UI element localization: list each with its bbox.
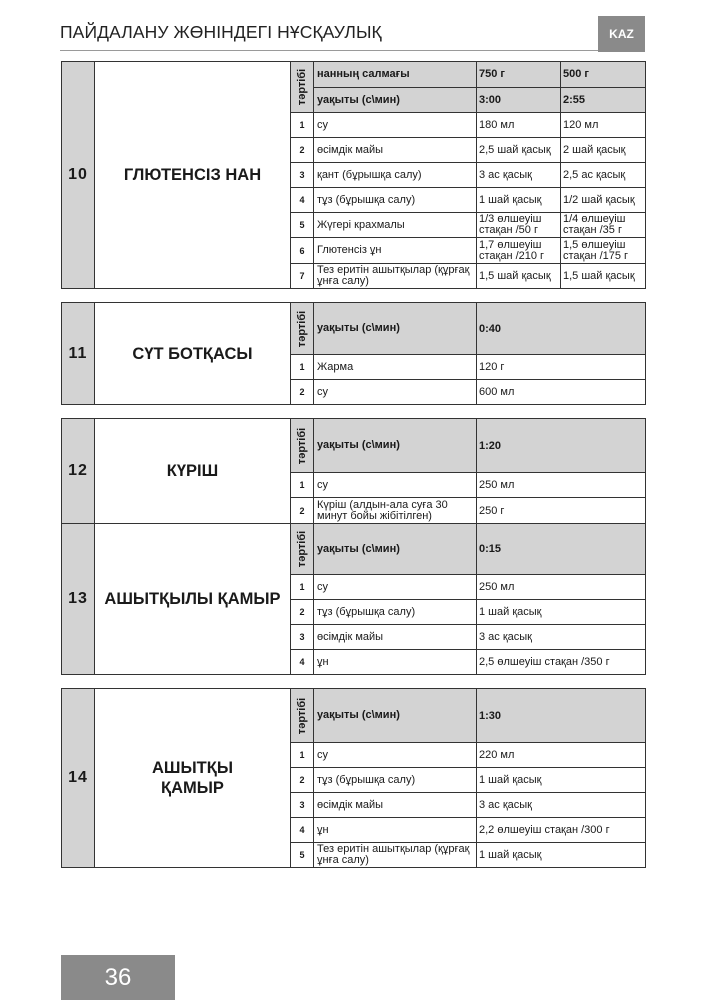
- table-row: 1 су 220 мл: [291, 742, 645, 767]
- table-head-row: [291, 62, 645, 87]
- table-row: 5 Жүгері крахмалы 1/3 өлшеуіш стақан /50 г 1/4 өлшеуіш стақан /35 г: [291, 212, 645, 237]
- table-row: 2 тұз (бұрышқа салу) 1 шай қасық: [291, 767, 645, 792]
- recipe-name: ГЛЮТЕНСІЗ НАН: [95, 62, 291, 288]
- order-column-header: тәртібі: [291, 689, 314, 742]
- table-head-row: [314, 689, 645, 742]
- recipe-name: АШЫТҚЫЛЫ ҚАМЫР: [95, 524, 291, 674]
- recipe-table-14: [61, 688, 646, 868]
- page-title: ПАЙДАЛАНУ ЖӨНІНДЕГІ НҰСҚАУЛЫҚ: [60, 22, 382, 42]
- table-row: 1 су 250 мл: [291, 574, 645, 599]
- table-row: 5 Тез еритін ашытқылар (құрғақ ұнға салу) 1 шай қасық: [291, 842, 645, 867]
- recipe-name: АШЫТҚЫ ҚАМЫР: [95, 689, 291, 867]
- table-row: 1 су 180 мл 120 мл: [291, 112, 645, 137]
- time-b: 2:55: [563, 93, 586, 106]
- table-head-row: [314, 419, 645, 472]
- time-label: уақыты (с\мин): [314, 88, 477, 112]
- recipe-table-11: [61, 302, 646, 405]
- language-badge: KAZ: [598, 16, 645, 52]
- recipe-number: 10: [62, 62, 95, 288]
- table-row: 4 ұн 2,5 өлшеуіш стақан /350 г: [291, 649, 645, 674]
- table-head-row: [314, 303, 645, 354]
- time-label: уақыты (с\мин): [314, 419, 477, 472]
- time-label: уақыты (с\мин): [314, 303, 477, 354]
- table-head-row: [291, 87, 645, 112]
- table-row: 7 Тез еритін ашытқылар (құрғақ ұнға салу) 1,5 шай қасық 1,5 шай қасық: [291, 263, 645, 288]
- table-row: 4 ұн 2,2 өлшеуіш стақан /300 г: [291, 817, 645, 842]
- table-row: 2 Күріш (алдын-ала суға 30 минут бойы жібітілген) 250 г: [291, 497, 645, 523]
- table-row: 3 қант (бұрышқа салу) 3 ас қасық 2,5 ас қасық: [291, 162, 645, 187]
- table-row: 3 өсімдік майы 3 ас қасық: [291, 792, 645, 817]
- weight-label: нанның салмағы: [314, 62, 477, 87]
- time-value: 0:15: [479, 543, 502, 555]
- weight-a: 750 г: [477, 62, 561, 87]
- table-head-row: [314, 524, 645, 574]
- table-row: 4 тұз (бұрышқа салу) 1 шай қасық 1/2 шай қасық: [291, 187, 645, 212]
- table-row: 2 өсімдік майы 2,5 шай қасық 2 шай қасық: [291, 137, 645, 162]
- order-column-header: тәртібі: [291, 303, 314, 354]
- recipe-name: КҮРІШ: [95, 419, 291, 523]
- time-value: 1:30: [479, 709, 502, 722]
- recipe-number: 13: [62, 524, 95, 674]
- time-label: уақыты (с\мин): [314, 524, 477, 574]
- table-row: 2 су 600 мл: [291, 379, 645, 404]
- time-a: 3:00: [477, 88, 561, 112]
- table-row: 6 Глютенсіз ұн 1,7 өлшеуіш стақан /210 г 1,5 өлшеуіш стақан /175 г: [291, 237, 645, 263]
- recipe-number: 14: [62, 689, 95, 867]
- table-row: 1 Жарма 120 г: [291, 354, 645, 379]
- recipe-table-10: [61, 61, 646, 289]
- recipe-number: 12: [62, 419, 95, 523]
- header-divider: [60, 50, 645, 51]
- order-column-header: тәртібі: [291, 419, 314, 472]
- time-value: 1:20: [479, 439, 502, 452]
- order-column-header: тәртібі: [291, 62, 314, 112]
- table-row: 1 су 250 мл: [291, 472, 645, 497]
- time-label: уақыты (с\мин): [314, 689, 477, 742]
- page-number: 36: [61, 955, 175, 1000]
- recipe-number: 11: [62, 303, 95, 404]
- recipe-name: СҮТ БОТҚАСЫ: [95, 303, 291, 404]
- table-row: 2 тұз (бұрышқа салу) 1 шай қасық: [291, 599, 645, 624]
- time-value: 0:40: [479, 322, 502, 335]
- table-row: 3 өсімдік майы 3 ас қасық: [291, 624, 645, 649]
- order-column-header: тәртібі: [291, 524, 314, 574]
- recipe-table-12-13: [61, 418, 646, 675]
- weight-b: 500 г: [563, 68, 589, 80]
